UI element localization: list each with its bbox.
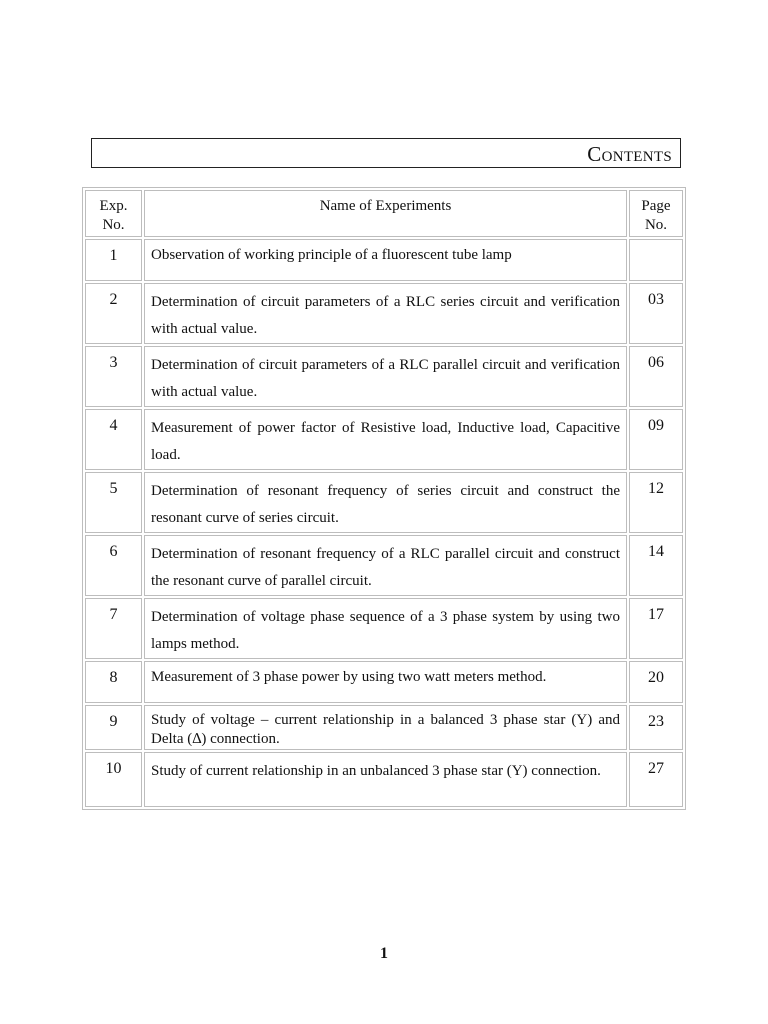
- row-exp-no: 10: [85, 752, 142, 807]
- row-exp-no: 9: [85, 705, 142, 750]
- table-header-row: [85, 190, 683, 237]
- row-exp-no: 4: [85, 409, 142, 470]
- table-row: [85, 409, 683, 470]
- table-row: [85, 598, 683, 659]
- table-body: [85, 239, 683, 807]
- row-page-no: 12: [629, 472, 683, 533]
- row-exp-name: Determination of resonant frequency of a RLC parallel circuit and construct the resonant curve of parallel circuit.: [144, 535, 627, 596]
- table-row: [85, 283, 683, 344]
- table-row: [85, 535, 683, 596]
- page-number: 1: [380, 945, 388, 962]
- table-row: [85, 705, 683, 750]
- row-exp-name: Study of current relationship in an unbalanced 3 phase star (Y) connection.: [144, 752, 627, 807]
- header-page-line2: No.: [644, 217, 668, 233]
- table-row: [85, 239, 683, 281]
- table-row: [85, 472, 683, 533]
- table-row: [85, 346, 683, 407]
- contents-table: [82, 187, 686, 810]
- row-page-no: 27: [629, 752, 683, 807]
- row-exp-no: 1: [85, 239, 142, 281]
- row-page-no: 06: [629, 346, 683, 407]
- row-exp-name: Determination of circuit parameters of a RLC parallel circuit and verification with actual value.: [144, 346, 627, 407]
- row-exp-no: 6: [85, 535, 142, 596]
- table-row: [85, 661, 683, 703]
- row-exp-name: Observation of working principle of a fluorescent tube lamp: [144, 239, 627, 281]
- row-exp-no: 7: [85, 598, 142, 659]
- row-page-no: 23: [629, 705, 683, 750]
- row-page-no: 03: [629, 283, 683, 344]
- contents-title: Contents: [587, 142, 672, 166]
- row-exp-name: Study of voltage – current relationship in a balanced 3 phase star (Y) and Delta (∆) connection.: [144, 705, 627, 750]
- row-exp-no: 8: [85, 661, 142, 703]
- row-page-no: 14: [629, 535, 683, 596]
- header-page-no: [629, 190, 683, 237]
- header-exp-no-line1: Exp.: [99, 198, 128, 214]
- row-page-no: [629, 239, 683, 281]
- header-exp-no-line2: No.: [102, 217, 125, 233]
- row-page-no: 17: [629, 598, 683, 659]
- row-exp-name: Determination of voltage phase sequence of a 3 phase system by using two lamps method.: [144, 598, 627, 659]
- header-exp-no: [85, 190, 142, 237]
- row-exp-no: 3: [85, 346, 142, 407]
- row-page-no: 20: [629, 661, 683, 703]
- row-exp-name: Determination of circuit parameters of a RLC series circuit and verification with actual value.: [144, 283, 627, 344]
- header-name: Name of Experiments: [144, 190, 627, 237]
- table-row: [85, 752, 683, 807]
- row-exp-name: Determination of resonant frequency of series circuit and construct the resonant curve of series circuit.: [144, 472, 627, 533]
- row-exp-no: 5: [85, 472, 142, 533]
- contents-title-box: [91, 138, 681, 168]
- header-page-line1: Page: [641, 198, 671, 214]
- row-exp-no: 2: [85, 283, 142, 344]
- row-page-no: 09: [629, 409, 683, 470]
- row-exp-name: Measurement of power factor of Resistive load, Inductive load, Capacitive load.: [144, 409, 627, 470]
- row-exp-name: Measurement of 3 phase power by using two watt meters method.: [144, 661, 627, 703]
